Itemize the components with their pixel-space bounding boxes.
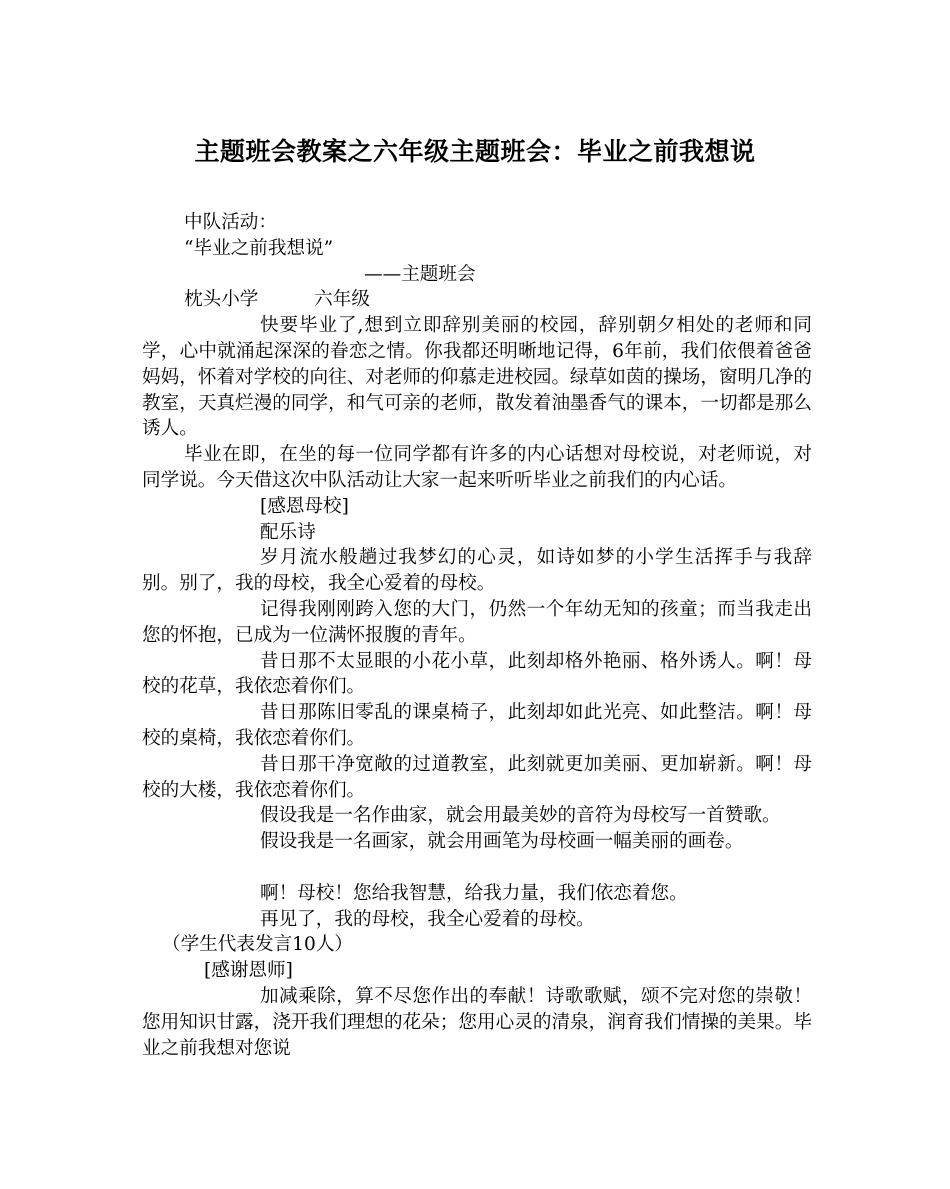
section-heading-teachers: [感谢恩师]: [204, 960, 293, 982]
section-heading-school: [感恩母校]: [260, 495, 349, 517]
poem-paragraph: 昔日那不太显眼的小花小草，此刻却格外艳丽、格外诱人。啊！母校的花草，我依恋着你们。: [142, 650, 812, 698]
poem-paragraph: 再见了，我的母校，我全心爱着的母校。: [260, 908, 595, 930]
activity-theme: “毕业之前我想说”: [184, 237, 334, 259]
poem-paragraph: 记得我刚刚跨入您的大门，仍然一个年幼无知的孩童；而当我走出您的怀抱，已成为一位满怀报腹的青年。: [142, 598, 812, 646]
school-grade: 枕头小学 六年级: [184, 289, 370, 311]
paragraph-graduation: 毕业在即，在坐的每一位同学都有许多的内心话想对母校说，对老师说，对同学说。今天借这次中队活动让大家一起来听听毕业之前我们的内心话。: [142, 444, 812, 491]
student-speech-note: （学生代表发言10人）: [162, 934, 354, 956]
document-title: 主题班会教案之六年级主题班会：毕业之前我想说: [194, 137, 756, 166]
paragraph-intro: 快要毕业了,想到立即辞别美丽的校园，辞别朝夕相处的老师和同学，心中就涌起深深的眷恋之情。你我都还明晰地记得，6年前，我们依偎着爸爸妈妈，怀着对学校的向往、对老师的仰慕走进校园。绿草如茵的操场，窗明几净的教室，天真烂漫的同学，和气可亲的老师，散发着油墨香气的课本，一切都是那么诱人。: [142, 315, 812, 440]
blank-line: [142, 855, 812, 881]
section-subheading-poem: 配乐诗: [260, 521, 316, 543]
poem-paragraph: 假设我是一名画家，就会用画笔为母校画一幅美丽的画卷。: [260, 831, 744, 853]
poem-paragraph: 昔日那陈旧零乱的课桌椅子，此刻却如此光亮、如此整洁。啊！母校的桌椅，我依恋着你们。: [142, 702, 812, 749]
poem-paragraph: 岁月流水般趟过我梦幻的心灵，如诗如梦的小学生活挥手与我辞别。别了，我的母校，我全心爱着的母校。: [142, 547, 812, 595]
poem-paragraph: 假设我是一名作曲家，就会用最美妙的音符为母校写一首赞歌。: [260, 805, 781, 827]
poem-paragraph: 啊！母校！您给我智慧，给我力量，我们依恋着您。: [260, 882, 688, 904]
paragraph-teachers: 加减乘除，算不尽您作出的奉献！诗歌歌赋，颂不完对您的崇敬！您用知识甘露，浇开我们理想的花朵；您用心灵的清泉，润育我们情操的美果。毕业之前我想对您说: [142, 985, 812, 1059]
poem-paragraph: 昔日那干净宽敞的过道教室，此刻就更加美丽、更加崭新。啊！母校的大楼，我依恋着你们。: [142, 753, 812, 801]
activity-label: 中队活动：: [184, 212, 277, 233]
document-body: [142, 210, 812, 1061]
activity-subtitle: ——主题班会: [364, 263, 476, 285]
